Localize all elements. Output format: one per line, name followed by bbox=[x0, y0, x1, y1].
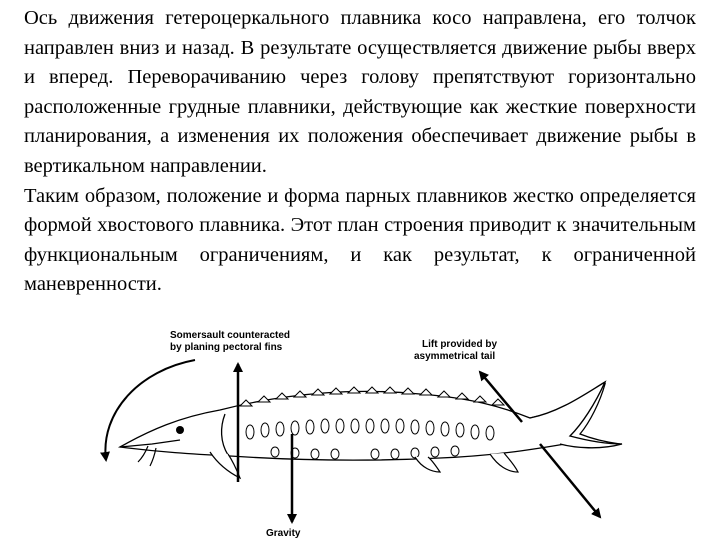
lateral-scutes bbox=[246, 419, 494, 440]
somersault-arrow bbox=[105, 360, 195, 460]
tail-fin bbox=[530, 382, 622, 448]
dorsal-scutes bbox=[240, 387, 504, 406]
text-block bbox=[24, 4, 696, 300]
lift-label-line2: asymmetrical tail bbox=[414, 351, 496, 362]
sturgeon-diagram bbox=[60, 322, 710, 540]
tail-thrust-arrow bbox=[480, 372, 522, 422]
gravity-label: Gravity bbox=[266, 528, 301, 539]
tail-push-arrow bbox=[540, 444, 600, 517]
somersault-label-line1: Somersault counteracted bbox=[170, 330, 291, 341]
anal-fin bbox=[490, 453, 518, 472]
paragraph-1: Ось движения гетероцеркального плавника косо направлена, его толчок направлен вниз и назад. В результате осуществляется движение рыбы вверх и вперед. Переворачиванию через голову препятствуют горизонтально расположенные грудные плавники, действующие как жесткие поверхности планирования, а изменения их положения обеспечивает движение рыбы в вертикальном направлении. bbox=[24, 7, 696, 177]
fish-eye bbox=[176, 426, 184, 434]
paragraph-2: Таким образом, положение и форма парных плавников жестко определяется формой хвостового плавника. Этот план строения приводит к значительным функциональным ограничениям, и как результат, к ограниченной маневренности. bbox=[24, 184, 696, 296]
ventral-scutes bbox=[271, 446, 459, 459]
pelvic-fin bbox=[415, 457, 440, 472]
somersault-label-line2: by planing pectoral fins bbox=[170, 342, 283, 353]
lift-label-line1: Lift provided by bbox=[422, 339, 497, 350]
